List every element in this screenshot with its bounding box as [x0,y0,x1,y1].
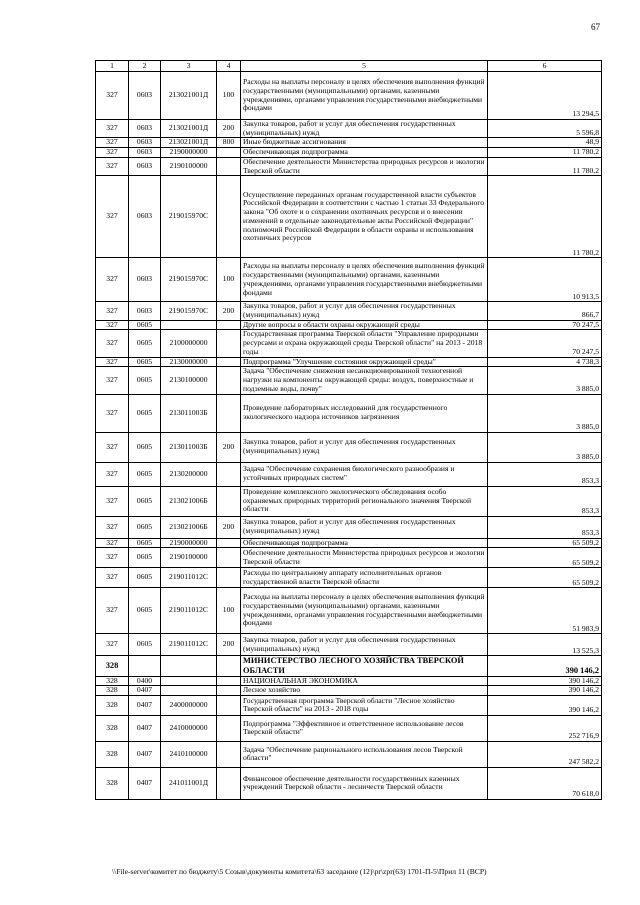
header-cell: 6 [488,61,602,72]
table-row [96,462,602,486]
amount-cell: 11 780,2 [488,176,602,258]
table-row [96,120,602,138]
ministry-code-cell: 328 [96,715,129,741]
section-code-cell: 0605 [129,548,161,568]
target-article-cell: 219011012С [161,588,217,634]
table-row [96,486,602,516]
budget-table [95,60,602,800]
page-number: 67 [591,22,600,32]
amount-cell: 51 983,9 [488,588,602,634]
amount-cell: 390 146,2 [488,686,602,696]
target-article-cell: 2410000000 [161,715,217,741]
description-cell: Задача "Обеспечение сохранения биологического разнообразия и устойчивых природных систем" [241,462,488,486]
ministry-code-cell: 328 [96,656,129,676]
header-cell: 2 [129,61,161,72]
section-code-cell: 0605 [129,538,161,548]
description-cell: Закупка товаров, работ и услуг для обеспечения государственных (муниципальных) нужд [241,432,488,462]
section-code-cell: 0605 [129,634,161,656]
expense-type-cell: 200 [217,432,241,462]
description-cell: Расходы на выплаты персоналу в целях обеспечения выполнения функций государственными (муниципальными) органами, казенными учреждениями, органами управления государственными внебюджетными фондами [241,258,488,302]
ministry-code-cell: 328 [96,741,129,767]
header-cell: 3 [161,61,217,72]
amount-cell: 853,3 [488,486,602,516]
expense-type-cell [217,538,241,548]
amount-cell: 853,3 [488,516,602,538]
amount-cell: 247 582,2 [488,741,602,767]
amount-cell: 10 913,5 [488,258,602,302]
description-cell: Проведение лабораторных исследований для государственного экологического надзора источников загрязнения [241,394,488,432]
target-article-cell [161,676,217,686]
amount-cell: 13 525,3 [488,634,602,656]
amount-cell: 11 780,2 [488,148,602,158]
expense-type-cell [217,568,241,588]
target-article-cell: 2190000000 [161,538,217,548]
expense-type-cell [217,715,241,741]
section-code-cell: 0605 [129,486,161,516]
description-cell: Расходы по центральному аппарату исполнительных органов государственной власти Тверской области [241,568,488,588]
expense-type-cell: 100 [217,72,241,120]
ministry-code-cell: 327 [96,120,129,138]
target-article-cell: 213021001Д [161,72,217,120]
table-row [96,634,602,656]
target-article-cell: 219015970С [161,302,217,320]
expense-type-cell [217,686,241,696]
target-article-cell [161,320,217,330]
table-row [96,767,602,799]
target-article-cell: 213021006Б [161,516,217,538]
expense-type-cell: 200 [217,120,241,138]
amount-cell: 65 509,2 [488,538,602,548]
expense-type-cell [217,148,241,158]
ministry-code-cell: 327 [96,538,129,548]
section-code-cell: 0605 [129,367,161,394]
description-cell: Лесное хозяйство [241,686,488,696]
table-row [96,258,602,302]
table-row [96,394,602,432]
amount-cell: 70 247,5 [488,320,602,330]
section-code-cell: 0605 [129,462,161,486]
header-cell: 1 [96,61,129,72]
expense-type-cell: 100 [217,588,241,634]
section-code-cell: 0605 [129,432,161,462]
expense-type-cell [217,367,241,394]
amount-cell: 11 780,2 [488,157,602,175]
expense-type-cell [217,330,241,357]
amount-cell: 4 738,3 [488,357,602,367]
target-article-cell: 2400000000 [161,695,217,715]
ministry-code-cell: 327 [96,568,129,588]
section-code-cell: 0407 [129,715,161,741]
table-row [96,676,602,686]
table-row [96,741,602,767]
section-code-cell: 0603 [129,157,161,175]
table-row [96,538,602,548]
expense-type-cell [217,676,241,686]
header-cell: 5 [241,61,488,72]
ministry-code-cell: 327 [96,157,129,175]
file-path-footer: \\File-server\комитет по бюджету\5 Созыв\документы комитета\63 заседание (12)\pr\zpr(63) 1701-П-5\Прил 11 (ВСР) [112,867,487,876]
expense-type-cell [217,548,241,568]
table-row [96,176,602,258]
section-code-cell: 0603 [129,258,161,302]
amount-cell: 853,3 [488,462,602,486]
target-article-cell: 213021001Д [161,138,217,148]
description-cell: Задача "Обеспечение снижения несанкционированной техногенной нагрузки на компоненты окружающей среды: воздух, поверхностные и подземные воды, почву" [241,367,488,394]
expense-type-cell [217,157,241,175]
section-code-cell: 0605 [129,394,161,432]
description-cell: Закупка товаров, работ и услуг для обеспечения государственных (муниципальных) нужд [241,120,488,138]
section-code-cell: 0603 [129,120,161,138]
amount-cell: 65 509,2 [488,548,602,568]
table-row [96,568,602,588]
section-code-cell: 0400 [129,676,161,686]
table-row [96,695,602,715]
ministry-code-cell: 327 [96,486,129,516]
table-row [96,148,602,158]
ministry-code-cell: 327 [96,432,129,462]
table-row [96,715,602,741]
target-article-cell [161,686,217,696]
amount-cell: 390 146,2 [488,656,602,676]
ministry-code-cell: 327 [96,357,129,367]
ministry-code-cell: 327 [96,176,129,258]
section-code-cell: 0605 [129,330,161,357]
amount-cell: 3 885,0 [488,394,602,432]
description-cell: МИНИСТЕРСТВО ЛЕСНОГО ХОЗЯЙСТВА ТВЕРСКОЙ ОБЛАСТИ [241,656,488,676]
table-row [96,330,602,357]
description-cell: Обеспечивающая подпрограмма [241,538,488,548]
ministry-code-cell: 327 [96,258,129,302]
description-cell: Расходы на выплаты персоналу в целях обеспечения выполнения функций государственными (муниципальными) органами, казенными учреждениями, органами управления государственными внебюджетными фондами [241,588,488,634]
target-article-cell: 219011012С [161,568,217,588]
ministry-code-cell: 327 [96,330,129,357]
amount-cell: 65 509,2 [488,568,602,588]
section-code-cell: 0407 [129,686,161,696]
description-cell: Закупка товаров, работ и услуг для обеспечения государственных (муниципальных) нужд [241,634,488,656]
target-article-cell: 219015970С [161,258,217,302]
expense-type-cell [217,357,241,367]
amount-cell: 252 716,9 [488,715,602,741]
target-article-cell: 219011012С [161,634,217,656]
target-article-cell: 241011001Д [161,767,217,799]
target-article-cell: 2130200000 [161,462,217,486]
expense-type-cell [217,320,241,330]
expense-type-cell [217,767,241,799]
description-cell: Государственная программа Тверской области "Лесное хозяйство Тверской области" на 2013 - 2018 годы [241,695,488,715]
ministry-code-cell: 328 [96,676,129,686]
expense-type-cell: 200 [217,516,241,538]
description-cell: Другие вопросы в области охраны окружающей среды [241,320,488,330]
target-article-cell: 213021001Д [161,120,217,138]
section-code-cell [129,656,161,676]
table-row [96,656,602,676]
target-article-cell: 2190100000 [161,157,217,175]
expense-type-cell [217,462,241,486]
section-code-cell: 0605 [129,320,161,330]
ministry-code-cell: 327 [96,588,129,634]
section-code-cell: 0603 [129,138,161,148]
table-row [96,367,602,394]
amount-cell: 390 146,2 [488,676,602,686]
ministry-code-cell: 327 [96,148,129,158]
amount-cell: 48,9 [488,138,602,148]
table-row [96,516,602,538]
amount-cell: 866,7 [488,302,602,320]
description-cell: Закупка товаров, работ и услуг для обеспечения государственных (муниципальных) нужд [241,516,488,538]
ministry-code-cell: 328 [96,695,129,715]
target-article-cell: 213021006Б [161,486,217,516]
description-cell: Обеспечивающая подпрограмма [241,148,488,158]
ministry-code-cell: 328 [96,686,129,696]
description-cell: Закупка товаров, работ и услуг для обеспечения государственных (муниципальных) нужд [241,302,488,320]
description-cell: Задача "Обеспечение рационального использования лесов Тверской области" [241,741,488,767]
target-article-cell: 2130100000 [161,367,217,394]
amount-cell: 70 247,5 [488,330,602,357]
expense-type-cell [217,394,241,432]
section-code-cell: 0407 [129,741,161,767]
target-article-cell: 2130000000 [161,357,217,367]
ministry-code-cell: 327 [96,367,129,394]
ministry-code-cell: 327 [96,516,129,538]
amount-cell: 390 146,2 [488,695,602,715]
expense-type-cell: 200 [217,302,241,320]
table-row [96,432,602,462]
expense-type-cell: 100 [217,258,241,302]
description-cell: Подпрограмма "Улучшение состояния окружающей среды" [241,357,488,367]
target-article-cell: 213011003Б [161,432,217,462]
target-article-cell: 2100000000 [161,330,217,357]
section-code-cell: 0603 [129,302,161,320]
section-code-cell: 0603 [129,72,161,120]
table-row [96,302,602,320]
section-code-cell: 0603 [129,148,161,158]
target-article-cell: 213011003Б [161,394,217,432]
amount-cell: 3 885,0 [488,432,602,462]
ministry-code-cell: 327 [96,302,129,320]
amount-cell: 13 294,5 [488,72,602,120]
table-row [96,686,602,696]
target-article-cell [161,656,217,676]
description-cell: Подпрограмма "Эффективное и ответственное использование лесов Тверской области" [241,715,488,741]
expense-type-cell [217,695,241,715]
section-code-cell: 0605 [129,516,161,538]
amount-cell: 5 596,8 [488,120,602,138]
section-code-cell: 0605 [129,588,161,634]
expense-type-cell: 800 [217,138,241,148]
ministry-code-cell: 327 [96,548,129,568]
section-code-cell: 0407 [129,695,161,715]
header-cell: 4 [217,61,241,72]
section-code-cell: 0603 [129,176,161,258]
description-cell: Расходы на выплаты персоналу в целях обеспечения выполнения функций государственными (муниципальными) органами, казенными учреждениями, органами управления государственными внебюджетными фондами [241,72,488,120]
target-article-cell: 2190100000 [161,548,217,568]
target-article-cell: 219015970С [161,176,217,258]
expense-type-cell [217,176,241,258]
target-article-cell: 2190000000 [161,148,217,158]
ministry-code-cell: 327 [96,138,129,148]
ministry-code-cell: 327 [96,634,129,656]
amount-cell: 70 618,0 [488,767,602,799]
section-code-cell: 0605 [129,568,161,588]
table-row [96,72,602,120]
table-header-row [96,61,602,72]
description-cell: Государственная программа Тверской области "Управление природными ресурсами и охрана окружающей среды Тверской области" на 2013 - 2018 годы [241,330,488,357]
description-cell: Обеспечение деятельности Министерства природных ресурсов и экологии Тверской области [241,548,488,568]
ministry-code-cell: 327 [96,394,129,432]
ministry-code-cell: 327 [96,320,129,330]
table-row [96,157,602,175]
section-code-cell: 0407 [129,767,161,799]
section-code-cell: 0605 [129,357,161,367]
ministry-code-cell: 327 [96,462,129,486]
expense-type-cell [217,486,241,516]
ministry-code-cell: 328 [96,767,129,799]
description-cell: Обеспечение деятельности Министерства природных ресурсов и экологии Тверской области [241,157,488,175]
table-row [96,548,602,568]
description-cell: НАЦИОНАЛЬНАЯ ЭКОНОМИКА [241,676,488,686]
expense-type-cell [217,741,241,767]
description-cell: Иные бюджетные ассигнования [241,138,488,148]
table-row [96,588,602,634]
description-cell: Финансовое обеспечение деятельности государственных казенных учреждений Тверской области - лесничеств Тверской области [241,767,488,799]
description-cell: Осуществление переданных органам государственной власти субъектов Российской Федерации в соответствии с частью 1 статьи 33 Федерального закона "Об охоте и о сохранении охотничьих ресурсов и о внесении изменений в отдельные законодательные акты Российской Федерации" полномочий Российской Федерации в области охраны и использования охотничьих ресурсов [241,176,488,258]
description-cell: Проведение комплексного экологического обследования особо охраняемых природных территорий регионального значения Тверской области [241,486,488,516]
target-article-cell: 2410100000 [161,741,217,767]
amount-cell: 3 885,0 [488,367,602,394]
expense-type-cell [217,656,241,676]
expense-type-cell: 200 [217,634,241,656]
ministry-code-cell: 327 [96,72,129,120]
